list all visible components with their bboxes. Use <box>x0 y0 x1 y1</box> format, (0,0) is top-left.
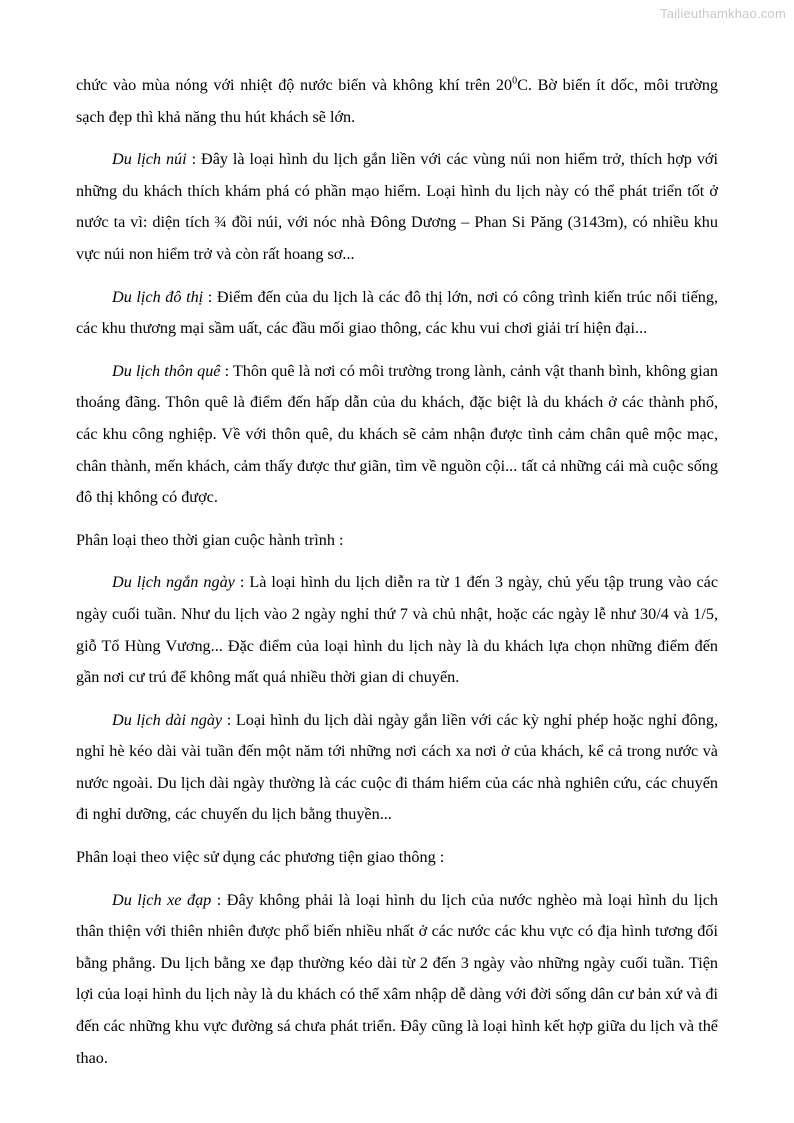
paragraph-text: : Là loại hình du lịch diễn ra từ 1 đến 3 ngày, chủ yếu tập trung vào các ngày cuối tuần. Như du lịch vào 2 ngày nghỉ thứ 7 và chủ nhật, hoặc các ngày lễ như 30/4 và 1/5, giỗ Tổ Hùng Vương... Đặc điểm của loại hình du lịch này là du khách lựa chọn những điểm đến gần nơi cư trú để không mất quá nhiều thời gian di chuyển. <box>76 573 718 687</box>
term-heading: Du lịch thôn quê <box>112 361 221 380</box>
paragraph-text: : Điểm đến của du lịch là các đô thị lớn, nơi có công trình kiến trúc nổi tiếng, các khu thương mại sầm uất, các đầu mối giao thông, các khu vui chơi giải trí hiện đại... <box>76 287 718 338</box>
paragraph-text: C. Bờ biển ít dốc, môi trường sạch đẹp thì khả năng thu hút khách sẽ lớn. <box>76 76 719 126</box>
paragraph-text: : Đây là loại hình du lịch gắn liền với các vùng núi non hiểm trở, thích hợp với những du khách thích khám phá có phần mạo hiểm. Loại hình du lịch này có thể phát triển tốt ở nước ta vì: diện tích ¾ đồi núi, với nóc nhà Đông Dương – Phan Si Păng (3143m), có nhiều khu vực núi non hiểm trở và còn rất hoang sơ... <box>76 150 718 263</box>
paragraph-text: : Loại hình du lịch dài ngày gắn liền với các kỳ nghỉ phép hoặc nghỉ đông, nghỉ hè kéo dài vài tuần đến một năm tới những nơi cách xa nơi ở của khách, kể cả trong nước và nước ngoài. Du lịch dài ngày thường là các cuộc đi thám hiểm của các nhà nghiên cứu, các chuyến đi nghỉ dưỡng, các chuyến du lịch bằng thuyền... <box>76 710 718 824</box>
paragraph-text: chức vào mùa nóng với nhiệt độ nước biển và không khí trên 20 <box>76 76 513 94</box>
watermark: Tailieuthamkhao.com <box>660 6 786 21</box>
paragraph-short-trip <box>76 567 718 693</box>
paragraph-rural-tourism <box>76 356 718 514</box>
term-heading: Du lịch dài ngày <box>112 710 223 729</box>
paragraph-bicycle-tourism <box>76 885 718 1075</box>
document-body <box>76 70 718 1085</box>
section-heading-by-duration: Phân loại theo thời gian cuộc hành trình : <box>76 530 344 549</box>
paragraph-text: : Đây không phải là loại hình du lịch của nước nghèo mà loại hình du lịch thân thiện với thiên nhiên được phổ biến nhiều nhất ở các nước các khu vực có địa hình tương đối bằng phẳng. Du lịch bằng xe đạp thường kéo dài từ 2 đến 3 ngày vào những ngày cuối tuần. Tiện lợi của loại hình du lịch này là du khách có thể xâm nhập dễ dàng với đời sống dân cư bản xứ và đi đến các những khu vực đường sá chưa phát triển. Đây cũng là loại hình kết hợp giữa du lịch và thể thao. <box>76 890 719 1067</box>
paragraph-long-trip <box>76 705 718 831</box>
paragraph-mountain-tourism <box>76 144 718 270</box>
term-heading: Du lịch xe đạp <box>112 890 212 909</box>
term-heading: Du lịch núi <box>112 150 187 169</box>
section-heading-by-transport: Phân loại theo việc sử dụng các phương tiện giao thông : <box>76 848 445 867</box>
paragraph-sea-continuation <box>76 70 718 133</box>
paragraph-text: : Thôn quê là nơi có môi trường trong lành, cảnh vật thanh bình, không gian thoáng đãng. Thôn quê là điểm đến hấp dẫn của du khách, đặc biệt là du khách ở các thành phố, các khu công nghiệp. Về với thôn quê, du khách sẽ cảm nhận được tình cảm chân quê mộc mạc, chân thành, mến khách, cảm thấy được thư giãn, tìm về nguồn cội... tất cả những cái mà cuộc sống đô thị không có được. <box>76 361 718 507</box>
paragraph-urban-tourism <box>76 282 718 345</box>
superscript-degree: 0 <box>512 75 518 87</box>
term-heading: Du lịch ngắn ngày <box>112 573 235 592</box>
term-heading: Du lịch đô thị <box>112 287 204 306</box>
